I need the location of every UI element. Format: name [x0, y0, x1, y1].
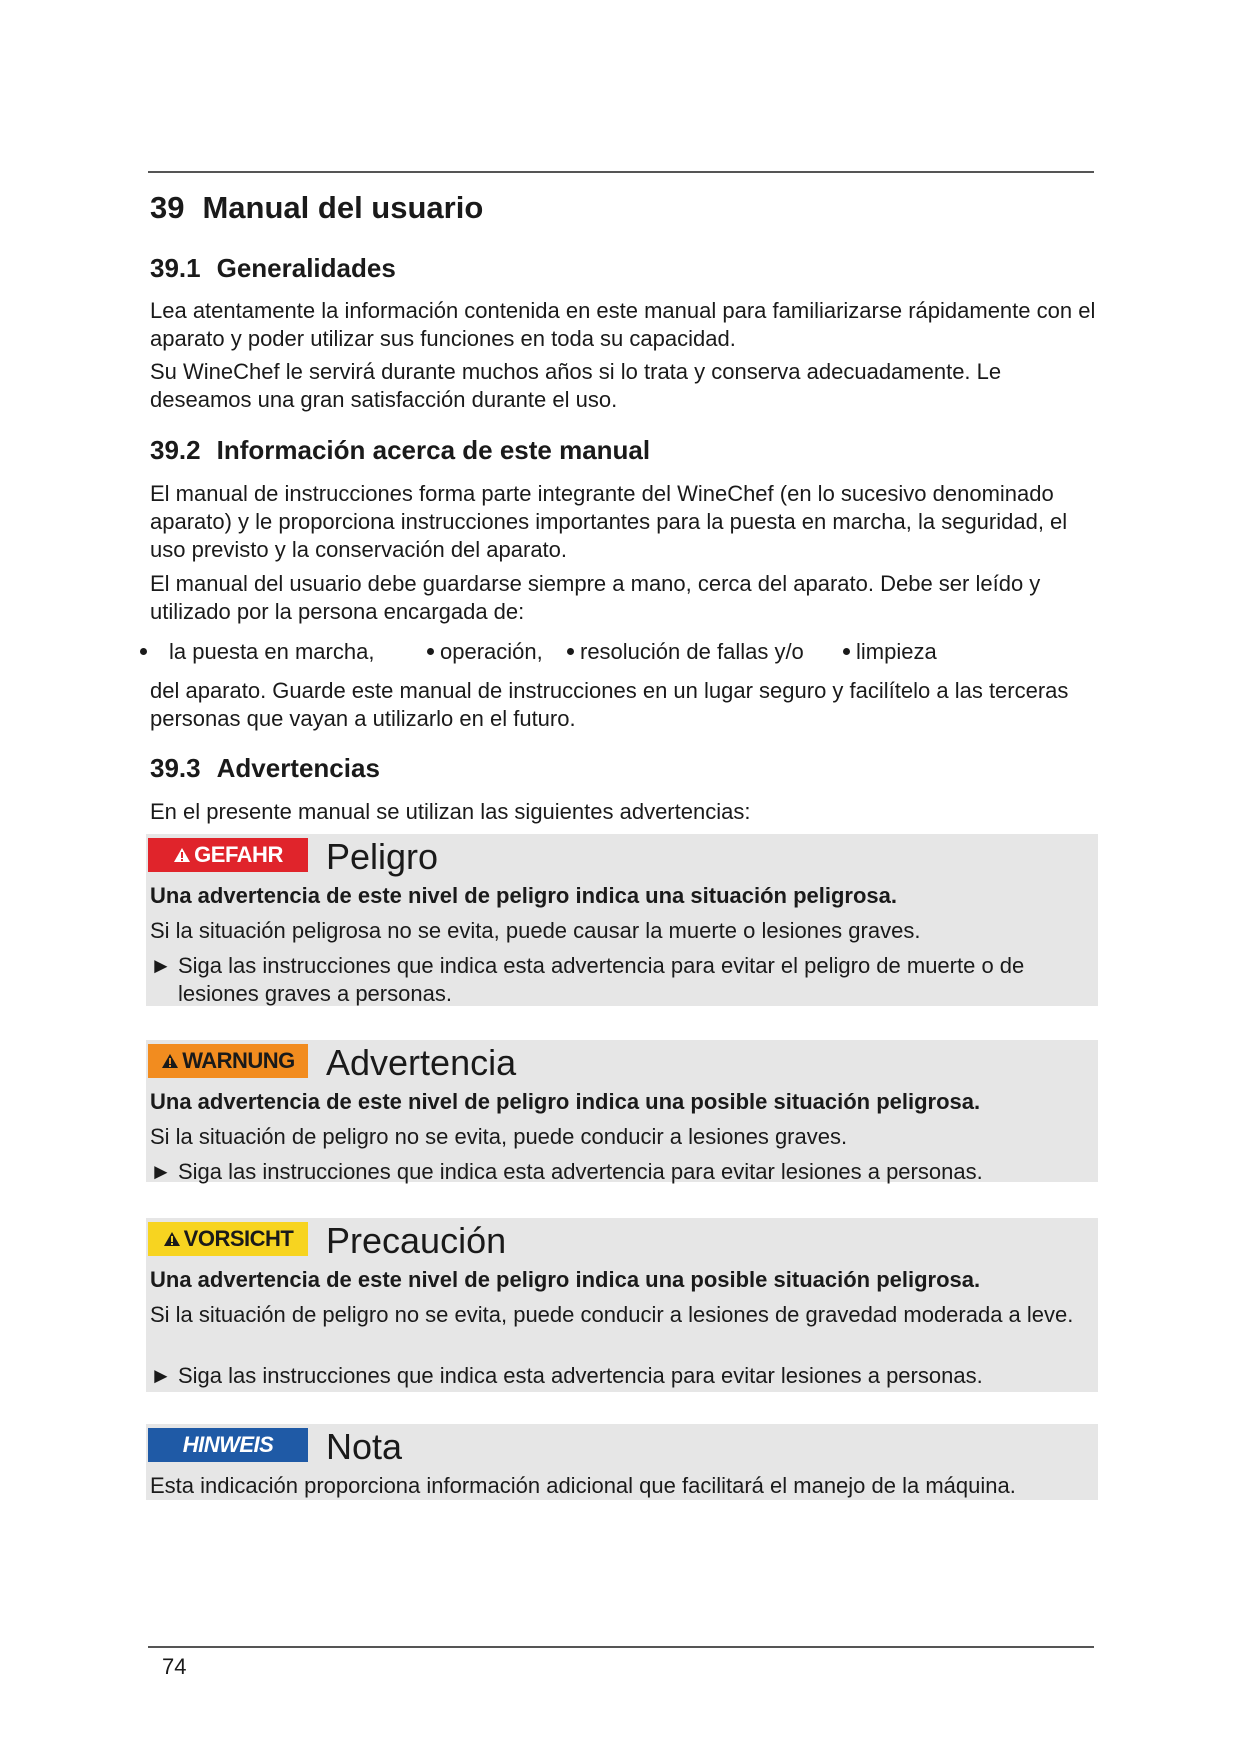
section-heading-advertencias: [150, 753, 380, 784]
list-item: limpieza: [843, 638, 937, 666]
warning-box-caution: [146, 1218, 1098, 1392]
arrow-right-icon: ►: [150, 1363, 172, 1388]
section-heading-informacion: [150, 435, 650, 466]
warning-action: ► Siga las instrucciones que indica esta advertencia para evitar lesiones a personas.: [150, 1159, 983, 1184]
task-list: [140, 638, 1100, 668]
warning-title: Advertencia: [326, 1042, 517, 1083]
paragraph: El manual de instrucciones forma parte integrante del WineChef (en lo sucesivo denominado aparato) y le proporciona instrucciones importantes para la puesta en marcha, la seguridad, el uso previsto y la conservación del aparato.: [150, 481, 1068, 562]
paragraph: Su WineChef le servirá durante muchos años si lo trata y conserva adecuadamente. Le deseamos una gran satisfacción durante el uso.: [150, 359, 1002, 412]
arrow-right-icon: ►: [150, 1159, 172, 1184]
warning-definition: Una advertencia de este nivel de peligro indica una situación peligrosa.: [150, 883, 898, 908]
paragraph: En el presente manual se utilizan las siguientes advertencias:: [150, 799, 751, 824]
warning-triangle-icon: [173, 847, 191, 863]
paragraph: Lea atentamente la información contenida en este manual para familiarizarse rápidamente con el aparato y poder utilizar sus funciones en toda su capacidad.: [150, 298, 1096, 351]
warning-consequence: Si la situación de peligro no se evita, puede conducir a lesiones de gravedad moderada a leve.: [150, 1302, 1074, 1327]
signal-word-notice: HINWEIS: [148, 1428, 308, 1462]
signal-word-danger: GEFAHR: [148, 838, 308, 872]
warning-consequence: Si la situación peligrosa no se evita, puede causar la muerte o lesiones graves.: [150, 918, 921, 943]
warning-consequence: Si la situación de peligro no se evita, puede conducir a lesiones graves.: [150, 1124, 848, 1149]
warning-triangle-icon: [163, 1231, 181, 1247]
warning-action: ► Siga las instrucciones que indica esta advertencia para evitar el peligro de muerte o de lesiones graves a personas.: [150, 953, 1025, 1006]
notice-text: Esta indicación proporciona información adicional que facilitará el manejo de la máquina.: [150, 1473, 1016, 1498]
section-number: 39.3: [150, 753, 201, 783]
bullet-dot: [843, 648, 850, 655]
list-item: operación,: [427, 638, 543, 666]
section-title: Generalidades: [216, 253, 396, 283]
header-rule: [148, 171, 1094, 173]
section-title: Advertencias: [216, 753, 380, 783]
chapter-title: Manual del usuario: [202, 190, 484, 225]
page-number: 74: [162, 1654, 187, 1679]
warning-action: ► Siga las instrucciones que indica esta advertencia para evitar lesiones a personas.: [150, 1363, 983, 1388]
warning-box-warning: [146, 1040, 1098, 1182]
warning-box-danger: [146, 834, 1098, 1006]
section-number: 39.2: [150, 435, 201, 465]
list-item: la puesta en marcha,: [140, 638, 374, 666]
warning-title: Nota: [326, 1426, 403, 1467]
signal-word-caution: VORSICHT: [148, 1222, 308, 1256]
chapter-number: 39: [150, 190, 185, 225]
warning-title: Precaución: [326, 1220, 507, 1261]
bullet-dot: [140, 648, 147, 655]
arrow-right-icon: ►: [150, 953, 172, 978]
bullet-dot: [567, 648, 574, 655]
section-number: 39.1: [150, 253, 201, 283]
list-item: resolución de fallas y/o: [567, 638, 804, 666]
paragraph: del aparato. Guarde este manual de instrucciones en un lugar seguro y facilítelo a las terceras personas que vayan a utilizarlo en el futuro.: [150, 678, 1069, 731]
signal-word-warning: WARNUNG: [148, 1044, 308, 1078]
section-heading-generalidades: [150, 253, 396, 284]
warning-title: Peligro: [326, 836, 439, 877]
section-title: Información acerca de este manual: [216, 435, 651, 465]
paragraph: El manual del usuario debe guardarse siempre a mano, cerca del aparato. Debe ser leído y utilizado por la persona encargada de:: [150, 571, 1041, 624]
warning-box-notice: [146, 1424, 1098, 1500]
chapter-heading: [150, 190, 483, 226]
warning-triangle-icon: [161, 1053, 179, 1069]
warning-definition: Una advertencia de este nivel de peligro indica una posible situación peligrosa.: [150, 1089, 981, 1114]
bullet-dot: [427, 648, 434, 655]
warning-definition: Una advertencia de este nivel de peligro indica una posible situación peligrosa.: [150, 1267, 981, 1292]
footer-rule: [148, 1646, 1094, 1648]
